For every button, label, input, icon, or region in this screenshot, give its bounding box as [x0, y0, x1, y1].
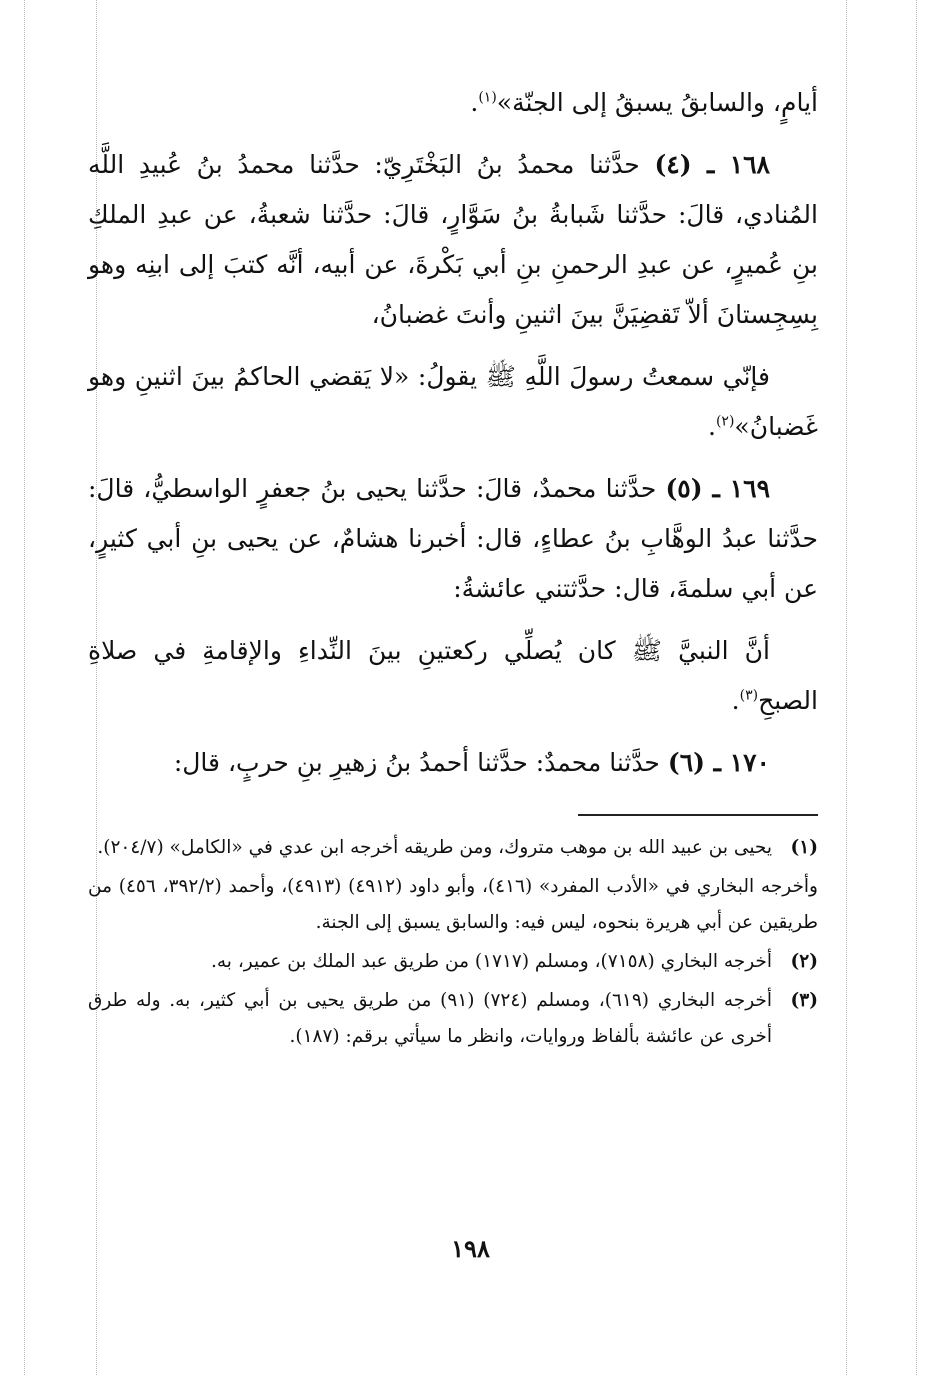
paragraph-5-end: .: [731, 686, 740, 715]
hadith-170-text: حدَّثنا محمدٌ: حدَّثنا أحمدُ بنُ زهيرِ بنِ حربٍ، قال:: [173, 748, 660, 777]
paragraph-1: [88, 78, 818, 128]
page-number: ١٩٨: [451, 1234, 490, 1263]
footnote-2-mark: (٢): [790, 951, 818, 972]
footnote-ref-2: (٢): [715, 413, 735, 430]
book-page: [88, 78, 818, 1058]
hadith-169-number: ١٦٩ ـ (٥): [665, 474, 771, 503]
footnote-1-continuation: [88, 869, 818, 941]
footnote-3: [88, 983, 818, 1055]
footnote-3-text: أخرجه البخاري (٦١٩)، ومسلم (٧٢٤) (٩١) من طريق يحيى بن أبي كثير، به. وله طرق أخرى عن عائشة بألفاظ وروايات، وانظر ما سيأتي برقم: (١٨٧).: [88, 990, 772, 1047]
paragraph-5: [88, 626, 818, 726]
footnote-2-text: أخرجه البخاري (٧١٥٨)، ومسلم (١٧١٧) من طريق عبد الملك بن عمير، به.: [211, 951, 772, 972]
hadith-168: [88, 140, 818, 340]
footnote-ref-3: (٣): [739, 687, 759, 704]
scan-guide-right: [916, 0, 917, 1375]
footnote-3-mark: (٣): [790, 990, 818, 1011]
paragraph-3-text: فإنّي سمعتُ رسولَ اللَّهِ ﷺ يقولُ: «لا يَقضي الحاكمُ بينَ اثنينِ وهو غَضبانُ»: [88, 362, 818, 441]
paragraph-5-text: أنَّ النبيَّ ﷺ كان يُصلِّي ركعتينِ بينَ النِّداءِ والإقامةِ في صلاةِ الصبحِ: [88, 636, 818, 715]
paragraph-1-text: أيامٍ، والسابقُ يسبقُ إلى الجنّة»: [496, 88, 818, 117]
footnote-separator: [578, 814, 818, 816]
scan-guide-mid-right: [846, 0, 847, 1375]
hadith-169-text: حدَّثنا محمدٌ، قالَ: حدَّثنا يحيى بنُ جعفرٍ الواسطيُّ، قالَ: حدَّثنا عبدُ الوهَّابِ بنُ عطاءٍ، قال: أخبرنا هشامٌ، عن يحيى بنِ أبي كثيرٍ، عن أبي سلمةَ، قال: حدَّثتني عائشةُ:: [88, 474, 818, 603]
footnotes: [88, 830, 818, 1055]
hadith-168-number: ١٦٨ ـ (٤): [654, 150, 770, 179]
hadith-170-number: ١٧٠ ـ (٦): [667, 748, 770, 777]
paragraph-1-end: .: [470, 88, 479, 117]
paragraph-3: [88, 352, 818, 452]
footnote-1-continuation-text: وأخرجه البخاري في «الأدب المفرد» (٤١٦)، وأبو داود (٤٩١٢) (٤٩١٣)، وأحمد (٣٩٢/٢، ٤٥٦) من طريقين عن أبي هريرة بنحوه، ليس فيه: والسابق يسبق إلى الجنة.: [88, 876, 818, 933]
paragraph-3-end: .: [708, 412, 716, 441]
main-text: [88, 78, 818, 788]
footnote-ref-1: (١): [478, 89, 497, 106]
footnote-1: [88, 830, 818, 866]
footnote-2: [88, 944, 818, 980]
footnote-1-mark: (١): [790, 837, 818, 858]
hadith-170: [88, 738, 818, 788]
footnote-1-text: يحيى بن عبيد الله بن موهب متروك، ومن طريقه أخرجه ابن عدي في «الكامل» (٢٠٤/٧).: [97, 837, 772, 858]
hadith-169: [88, 464, 818, 614]
hadith-168-text: حدَّثنا محمدُ بنُ البَخْتَرِيّ: حدَّثنا محمدُ بنُ عُبيدِ اللَّه المُنادي، قالَ: حدَّثنا شَبابةُ بنُ سَوَّارٍ، قالَ: حدَّثنا شعبةُ، عن عبدِ الملكِ بنِ عُميرٍ، عن عبدِ الرحمنِ بنِ أبي بَكْرةَ، عن أبيه، أنَّه كتبَ إلى ابنِه وهو بِسِجِستانَ ألاّ تَقضِيَنَّ بينَ اثنينِ وأنتَ غضبانُ،: [88, 150, 818, 329]
scan-guide-left: [24, 0, 25, 1375]
